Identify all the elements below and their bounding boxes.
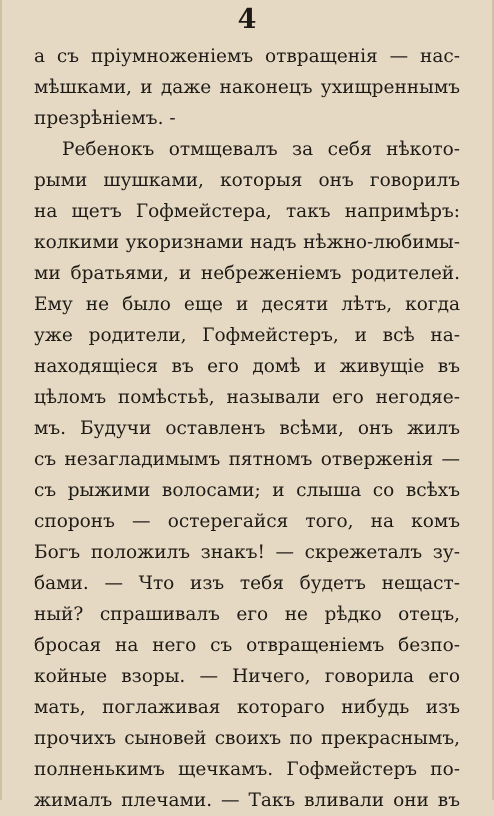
text-line: съ незагладимымъ пятномъ отверженiя —	[34, 449, 460, 470]
text-line: колкими укоризнами надъ нѣжно-любимы-	[34, 232, 460, 253]
page-number: 4	[237, 4, 257, 35]
text-line: съ рыжими волосами; и слыша со всѣхъ	[34, 480, 460, 501]
text-line: на щетъ Гофмейстера, такъ напримѣръ:	[34, 201, 460, 222]
text-line: рыми шушками, которыя онъ говорилъ	[34, 170, 460, 191]
text-line: мъ. Будучи оставленъ всѣми, онъ жилъ	[34, 418, 460, 439]
text-line: мать, поглаживая котораго нибудь изъ	[34, 697, 460, 718]
text-line: ми братьями, и небреженiемъ родителей.	[34, 263, 460, 284]
text-line: споронъ — остерегайся того, на комъ	[34, 511, 460, 532]
text-line: бросая на него съ отвращенiемъ безпо-	[34, 635, 460, 656]
text-line: жималъ плечами. — Такъ вливали они въ	[34, 790, 460, 811]
text-line: цѣломъ помѣстьѣ, называли его негодяе-	[34, 387, 460, 408]
text-line: полненькимъ щечкамъ. Гофмейстеръ по-	[34, 759, 460, 780]
text-line: презрѣнiемъ. -	[34, 108, 176, 129]
text-line: ный? спрашивалъ его не рѣдко отецъ,	[34, 604, 460, 625]
text-line: бами. — Что изъ тебя будетъ нещаст-	[34, 573, 460, 594]
text-line: Богъ положилъ знакъ! — скрежеталъ зу-	[34, 542, 460, 563]
text-line: а съ прiумноженiемъ отвращенiя — нас-	[34, 46, 460, 67]
text-line: Ему не было еще и десяти лѣтъ, когда	[34, 294, 460, 315]
text-line: мѣшками, и даже наконецъ ухищреннымъ	[34, 77, 460, 98]
text-line: прочихъ сыновей своихъ по прекраснымъ,	[34, 728, 460, 749]
text-line: Ребенокъ отмщевалъ за себя нѣкото-	[62, 139, 460, 160]
text-line: находящiеся въ его домѣ и живущiе въ	[34, 356, 460, 377]
text-line: уже родители, Гофмейстеръ, и всѣ на-	[34, 325, 460, 346]
body-text	[34, 41, 460, 816]
text-line: койные взоры. — Ничего, говорила его	[34, 666, 460, 687]
